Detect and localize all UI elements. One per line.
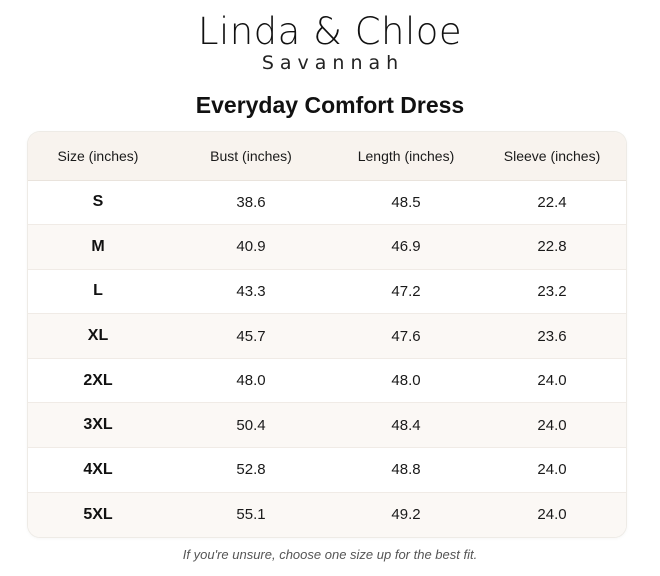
table-row xyxy=(28,180,626,225)
brand-name: Linda & Chloe xyxy=(197,10,463,53)
header-size: Size (inches) xyxy=(28,132,168,180)
table-row xyxy=(28,448,626,493)
sleeve-cell: 24.0 xyxy=(537,506,567,524)
sleeve-cell: 22.8 xyxy=(478,225,626,270)
bust-cell: 48.0 xyxy=(168,358,334,403)
fit-footnote: If you're unsure, choose one size up for the best fit. xyxy=(182,547,478,562)
header-sleeve: Sleeve (inches) xyxy=(478,132,626,180)
bust-cell: 38.6 xyxy=(168,180,334,225)
size-cell: L xyxy=(28,269,168,314)
bust-cell: 45.7 xyxy=(168,314,334,359)
size-cell: 2XL xyxy=(28,358,168,403)
sleeve-cell: 22.4 xyxy=(478,180,626,225)
bust-cell: 50.4 xyxy=(168,403,334,448)
length-cell: 48.0 xyxy=(334,358,478,403)
sleeve-cell: 23.2 xyxy=(478,269,626,314)
size-table xyxy=(28,132,626,537)
table-header-row xyxy=(28,132,626,180)
sleeve-cell: 24.0 xyxy=(478,358,626,403)
length-cell: 46.9 xyxy=(334,225,478,270)
header-length: Length (inches) xyxy=(334,132,478,180)
size-chart-table xyxy=(28,132,626,537)
table-row xyxy=(28,314,626,359)
brand-location: Savannah xyxy=(261,52,405,74)
length-cell: 48.8 xyxy=(334,448,478,493)
sleeve-cell: 24.0 xyxy=(478,448,626,493)
table-row xyxy=(28,492,626,537)
length-cell: 49.2 xyxy=(391,506,421,524)
table-row xyxy=(28,358,626,403)
sleeve-cell: 24.0 xyxy=(478,403,626,448)
length-cell: 47.2 xyxy=(334,269,478,314)
length-cell: 47.6 xyxy=(334,314,478,359)
size-cell: 3XL xyxy=(28,403,168,448)
length-cell: 48.5 xyxy=(334,180,478,225)
table-row xyxy=(28,403,626,448)
size-cell: S xyxy=(28,180,168,225)
page-title: Everyday Comfort Dress xyxy=(195,92,465,118)
size-cell: M xyxy=(28,225,168,270)
sleeve-cell: 23.6 xyxy=(478,314,626,359)
size-cell: 4XL xyxy=(28,448,168,493)
size-cell: XL xyxy=(28,314,168,359)
bust-cell: 43.3 xyxy=(168,269,334,314)
header-bust: Bust (inches) xyxy=(168,132,334,180)
table-row xyxy=(28,225,626,270)
bust-cell: 55.1 xyxy=(236,506,266,524)
size-cell: 5XL xyxy=(83,505,113,523)
bust-cell: 40.9 xyxy=(168,225,334,270)
table-row xyxy=(28,269,626,314)
length-cell: 48.4 xyxy=(334,403,478,448)
bust-cell: 52.8 xyxy=(168,448,334,493)
